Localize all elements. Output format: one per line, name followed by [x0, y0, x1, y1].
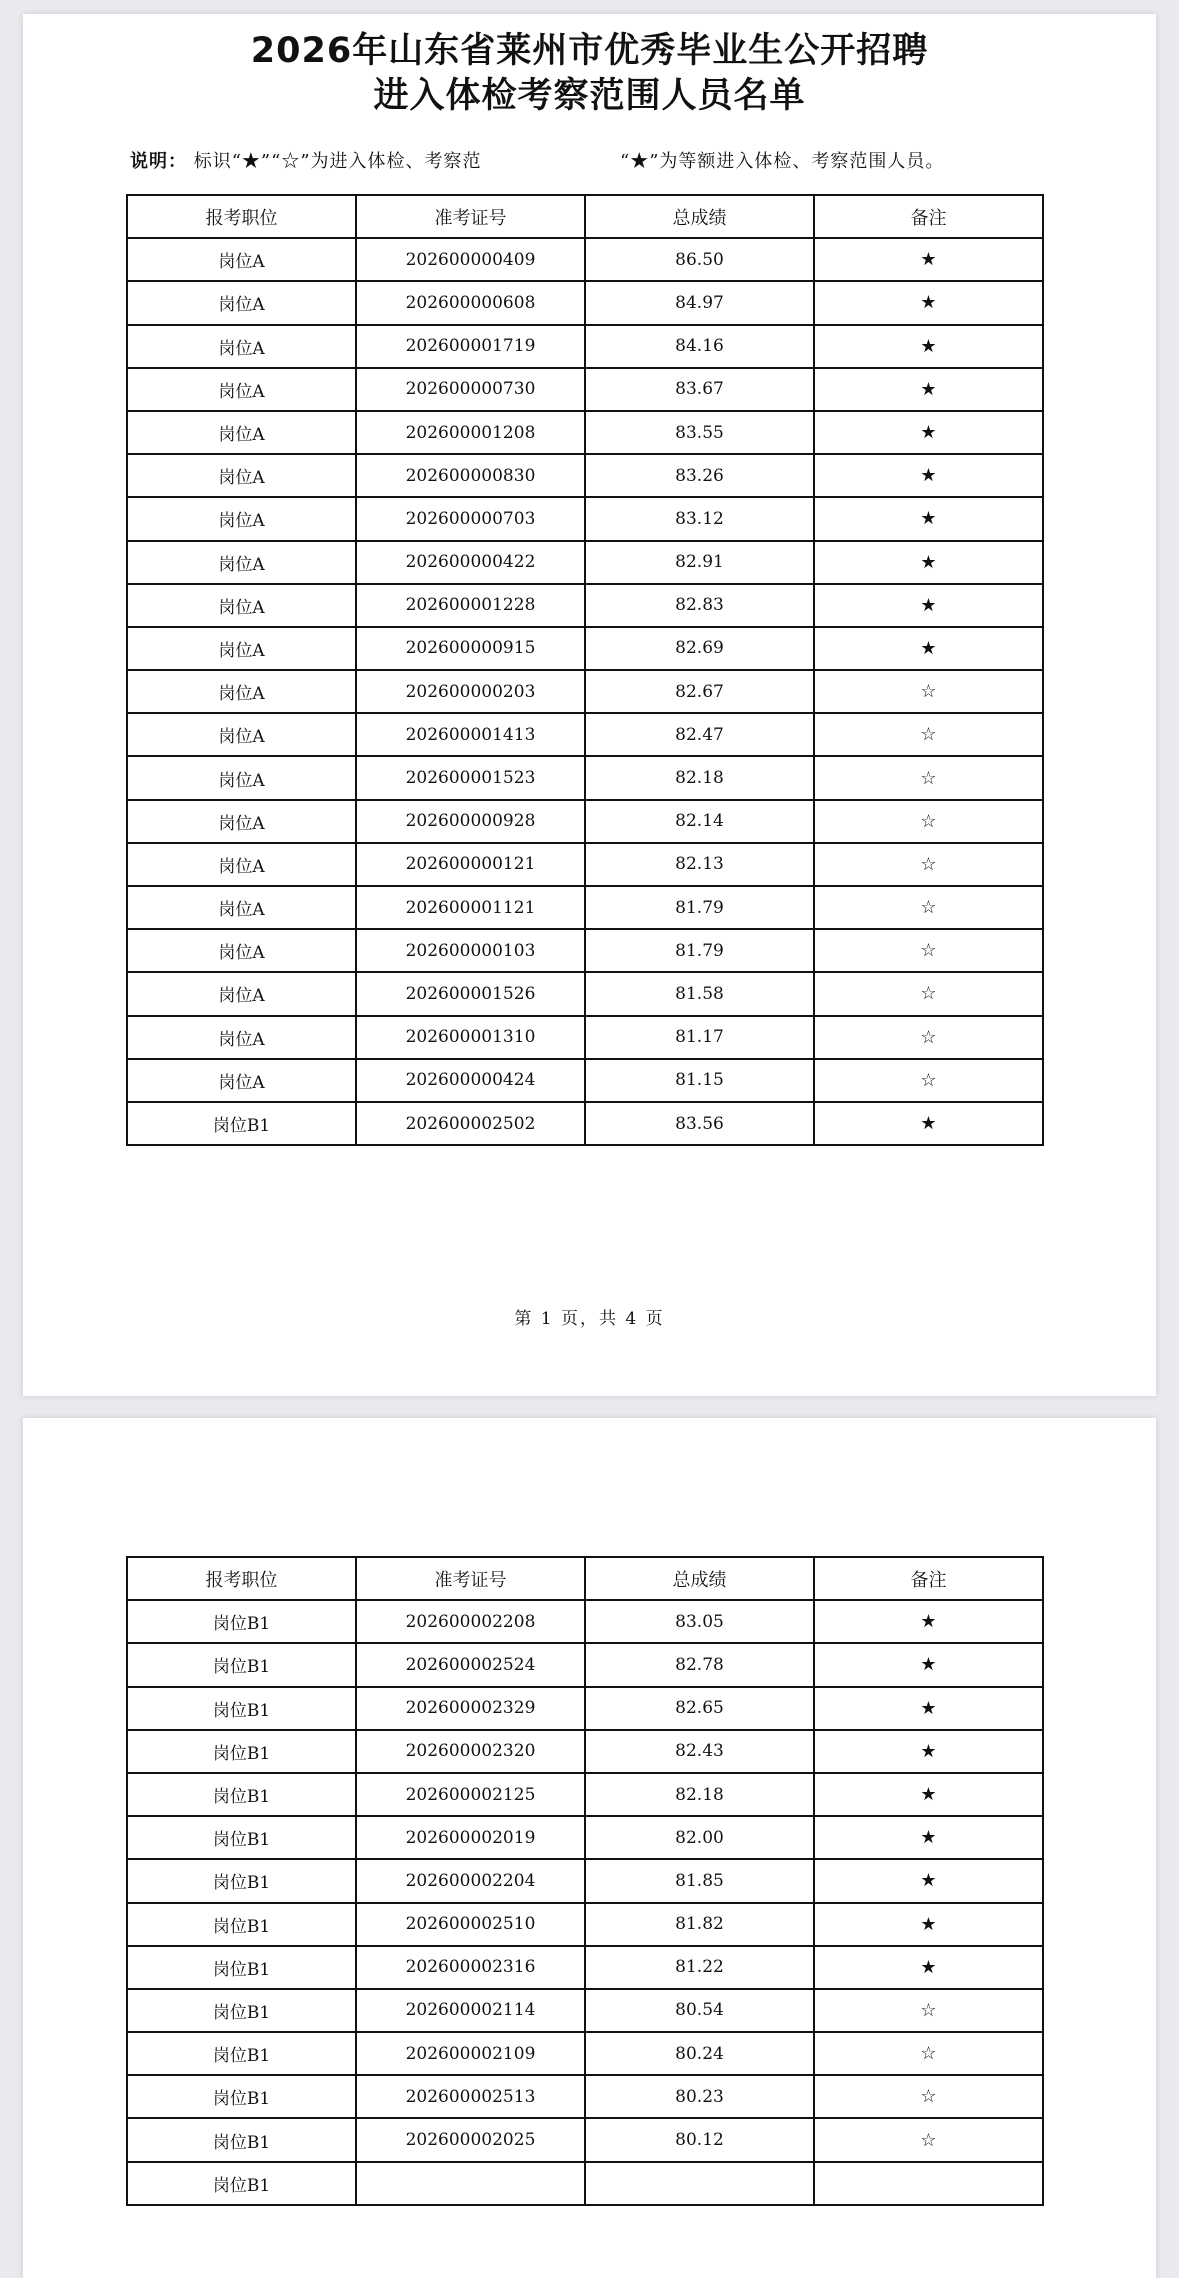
score-cell: 80.54 — [585, 1989, 814, 2032]
remark-cell: ☆ — [814, 1059, 1043, 1102]
document-title-line-1: 2026年山东省莱州市优秀毕业生公开招聘 — [250, 31, 929, 71]
remark-cell: ★ — [814, 1816, 1043, 1859]
exam-number-cell: 202600001413 — [356, 713, 585, 756]
remark-cell: ★ — [814, 1600, 1043, 1643]
position-cell: 岗位A — [127, 325, 356, 368]
position-cell: 岗位B1 — [127, 2118, 356, 2161]
exam-number-cell: 202600000409 — [356, 238, 585, 281]
table-row — [127, 1687, 1043, 1730]
exam-number-cell: 202600000608 — [356, 281, 585, 324]
exam-number-cell: 202600002320 — [356, 1730, 585, 1773]
remark-cell: ☆ — [814, 2118, 1043, 2161]
note-text-b: “★”为等额进入体检、考察范围人员。 — [620, 151, 945, 172]
table-row — [127, 497, 1043, 540]
position-cell: 岗位B1 — [127, 2032, 356, 2075]
document-title-line-2: 进入体检考察范围人员名单 — [373, 76, 806, 116]
score-cell — [585, 2162, 814, 2205]
note-label: 说明： — [130, 151, 187, 172]
remark-cell: ★ — [814, 1859, 1043, 1902]
score-cell: 83.26 — [585, 454, 814, 497]
score-cell: 82.78 — [585, 1643, 814, 1686]
score-cell: 81.79 — [585, 929, 814, 972]
position-cell: 岗位B1 — [127, 1102, 356, 1145]
table-row — [127, 1859, 1043, 1902]
results-table-page-1 — [126, 194, 1044, 1146]
remark-cell: ★ — [814, 454, 1043, 497]
table-row — [127, 972, 1043, 1015]
header-remark: 备注 — [814, 195, 1043, 238]
remark-cell: ★ — [814, 1773, 1043, 1816]
exam-number-cell: 202600000424 — [356, 1059, 585, 1102]
remark-cell: ★ — [814, 1903, 1043, 1946]
score-cell: 82.91 — [585, 541, 814, 584]
exam-number-cell: 202600002125 — [356, 1773, 585, 1816]
page-footer: 第 1 页，共 4 页 — [514, 1309, 665, 1329]
header-remark: 备注 — [814, 1557, 1043, 1600]
score-cell: 83.67 — [585, 368, 814, 411]
table-row — [127, 670, 1043, 713]
position-cell: 岗位A — [127, 368, 356, 411]
score-cell: 82.47 — [585, 713, 814, 756]
note-text-a: 标识“★”“☆”为进入体检、考察范 — [193, 151, 482, 172]
position-cell: 岗位A — [127, 584, 356, 627]
position-cell: 岗位B1 — [127, 1643, 356, 1686]
score-cell: 81.17 — [585, 1016, 814, 1059]
exam-number-cell: 202600000915 — [356, 627, 585, 670]
remark-cell: ★ — [814, 325, 1043, 368]
position-cell: 岗位A — [127, 670, 356, 713]
score-cell: 82.14 — [585, 800, 814, 843]
document-page-2 — [23, 1418, 1156, 2278]
table-row — [127, 800, 1043, 843]
remark-cell: ★ — [814, 281, 1043, 324]
exam-number-cell: 202600002204 — [356, 1859, 585, 1902]
position-cell: 岗位A — [127, 886, 356, 929]
table-row — [127, 886, 1043, 929]
remark-cell: ★ — [814, 1102, 1043, 1145]
table-header-row — [127, 195, 1043, 238]
remark-cell: ☆ — [814, 2075, 1043, 2118]
score-cell: 82.65 — [585, 1687, 814, 1730]
score-cell: 82.83 — [585, 584, 814, 627]
position-cell: 岗位A — [127, 756, 356, 799]
table-row — [127, 238, 1043, 281]
score-cell: 81.15 — [585, 1059, 814, 1102]
exam-number-cell: 202600002524 — [356, 1643, 585, 1686]
score-cell: 84.97 — [585, 281, 814, 324]
score-cell: 82.00 — [585, 1816, 814, 1859]
table-row — [127, 1989, 1043, 2032]
exam-number-cell: 202600002502 — [356, 1102, 585, 1145]
exam-number-cell: 202600001121 — [356, 886, 585, 929]
score-cell: 82.69 — [585, 627, 814, 670]
table-row — [127, 541, 1043, 584]
table-row — [127, 756, 1043, 799]
position-cell: 岗位B1 — [127, 2162, 356, 2205]
exam-number-cell: 202600000103 — [356, 929, 585, 972]
remark-cell: ☆ — [814, 1016, 1043, 1059]
remark-cell: ★ — [814, 584, 1043, 627]
position-cell: 岗位B1 — [127, 1600, 356, 1643]
remark-cell: ☆ — [814, 2032, 1043, 2075]
position-cell: 岗位A — [127, 929, 356, 972]
remark-cell: ★ — [814, 1687, 1043, 1730]
score-cell: 82.18 — [585, 756, 814, 799]
exam-number-cell: 202600000730 — [356, 368, 585, 411]
exam-number-cell: 202600002329 — [356, 1687, 585, 1730]
remark-cell: ☆ — [814, 843, 1043, 886]
score-cell: 86.50 — [585, 238, 814, 281]
table-row — [127, 713, 1043, 756]
remark-cell: ☆ — [814, 800, 1043, 843]
score-cell: 83.56 — [585, 1102, 814, 1145]
score-cell: 80.12 — [585, 2118, 814, 2161]
exam-number-cell: 202600000703 — [356, 497, 585, 540]
table-row — [127, 1016, 1043, 1059]
position-cell: 岗位A — [127, 497, 356, 540]
table-row — [127, 1816, 1043, 1859]
remark-cell: ★ — [814, 368, 1043, 411]
position-cell: 岗位A — [127, 541, 356, 584]
position-cell: 岗位B1 — [127, 1687, 356, 1730]
results-table-page-2 — [126, 1556, 1044, 2206]
table-row — [127, 2032, 1043, 2075]
header-total-score: 总成绩 — [585, 195, 814, 238]
score-cell: 81.22 — [585, 1946, 814, 1989]
table-header-row — [127, 1557, 1043, 1600]
exam-number-cell: 202600000928 — [356, 800, 585, 843]
position-cell: 岗位A — [127, 1016, 356, 1059]
table-row — [127, 454, 1043, 497]
exam-number-cell: 202600001228 — [356, 584, 585, 627]
table-row — [127, 2075, 1043, 2118]
table-row — [127, 1643, 1043, 1686]
position-cell: 岗位A — [127, 238, 356, 281]
table-row — [127, 1600, 1043, 1643]
score-cell: 81.79 — [585, 886, 814, 929]
exam-number-cell: 202600002208 — [356, 1600, 585, 1643]
remark-cell: ☆ — [814, 886, 1043, 929]
score-cell: 82.13 — [585, 843, 814, 886]
table-row — [127, 2118, 1043, 2161]
position-cell: 岗位A — [127, 281, 356, 324]
table-row — [127, 2162, 1043, 2205]
score-cell: 82.67 — [585, 670, 814, 713]
exam-number-cell: 202600001526 — [356, 972, 585, 1015]
header-total-score: 总成绩 — [585, 1557, 814, 1600]
remark-cell: ★ — [814, 1643, 1043, 1686]
position-cell: 岗位A — [127, 1059, 356, 1102]
remark-cell: ☆ — [814, 1989, 1043, 2032]
remark-cell: ★ — [814, 238, 1043, 281]
score-cell: 83.05 — [585, 1600, 814, 1643]
score-cell: 83.12 — [585, 497, 814, 540]
table-row — [127, 1102, 1043, 1145]
table-row — [127, 411, 1043, 454]
exam-number-cell: 202600000121 — [356, 843, 585, 886]
table-row — [127, 1059, 1043, 1102]
document-page-1 — [23, 14, 1156, 1396]
remark-cell: ★ — [814, 1730, 1043, 1773]
exam-number-cell: 202600001208 — [356, 411, 585, 454]
header-position: 报考职位 — [127, 195, 356, 238]
exam-number-cell: 202600001719 — [356, 325, 585, 368]
header-exam-number: 准考证号 — [356, 1557, 585, 1600]
position-cell: 岗位B1 — [127, 1816, 356, 1859]
note-paragraph — [130, 150, 1030, 174]
position-cell: 岗位B1 — [127, 1730, 356, 1773]
position-cell: 岗位B1 — [127, 1903, 356, 1946]
table-row — [127, 1946, 1043, 1989]
score-cell: 81.82 — [585, 1903, 814, 1946]
remark-cell: ☆ — [814, 756, 1043, 799]
exam-number-cell: 202600002510 — [356, 1903, 585, 1946]
remark-cell: ★ — [814, 497, 1043, 540]
score-cell: 82.18 — [585, 1773, 814, 1816]
exam-number-cell: 202600000203 — [356, 670, 585, 713]
position-cell: 岗位A — [127, 800, 356, 843]
exam-number-cell — [356, 2162, 585, 2205]
position-cell: 岗位B1 — [127, 1773, 356, 1816]
position-cell: 岗位A — [127, 713, 356, 756]
table-row — [127, 843, 1043, 886]
table-row — [127, 627, 1043, 670]
table-row — [127, 281, 1043, 324]
exam-number-cell: 202600002114 — [356, 1989, 585, 2032]
score-cell: 83.55 — [585, 411, 814, 454]
exam-number-cell: 202600002019 — [356, 1816, 585, 1859]
position-cell: 岗位A — [127, 972, 356, 1015]
remark-cell: ☆ — [814, 929, 1043, 972]
header-exam-number: 准考证号 — [356, 195, 585, 238]
table-row — [127, 368, 1043, 411]
remark-cell: ★ — [814, 1946, 1043, 1989]
header-position: 报考职位 — [127, 1557, 356, 1600]
exam-number-cell: 202600002109 — [356, 2032, 585, 2075]
score-cell: 82.43 — [585, 1730, 814, 1773]
score-cell: 80.24 — [585, 2032, 814, 2075]
remark-cell: ★ — [814, 627, 1043, 670]
exam-number-cell: 202600001523 — [356, 756, 585, 799]
remark-cell: ★ — [814, 541, 1043, 584]
table-row — [127, 1903, 1043, 1946]
table-row — [127, 929, 1043, 972]
score-cell: 84.16 — [585, 325, 814, 368]
score-cell: 81.85 — [585, 1859, 814, 1902]
position-cell: 岗位A — [127, 843, 356, 886]
remark-cell: ★ — [814, 411, 1043, 454]
score-cell: 80.23 — [585, 2075, 814, 2118]
remark-cell: ☆ — [814, 713, 1043, 756]
exam-number-cell: 202600002025 — [356, 2118, 585, 2161]
table-row — [127, 1730, 1043, 1773]
exam-number-cell: 202600002513 — [356, 2075, 585, 2118]
score-cell: 81.58 — [585, 972, 814, 1015]
remark-cell: ☆ — [814, 670, 1043, 713]
table-row — [127, 584, 1043, 627]
exam-number-cell: 202600000422 — [356, 541, 585, 584]
position-cell: 岗位B1 — [127, 1859, 356, 1902]
position-cell: 岗位B1 — [127, 2075, 356, 2118]
table-row — [127, 1773, 1043, 1816]
exam-number-cell: 202600000830 — [356, 454, 585, 497]
position-cell: 岗位A — [127, 454, 356, 497]
table-row — [127, 325, 1043, 368]
exam-number-cell: 202600001310 — [356, 1016, 585, 1059]
remark-cell — [814, 2162, 1043, 2205]
position-cell: 岗位A — [127, 627, 356, 670]
position-cell: 岗位B1 — [127, 1946, 356, 1989]
position-cell: 岗位A — [127, 411, 356, 454]
remark-cell: ☆ — [814, 972, 1043, 1015]
position-cell: 岗位B1 — [127, 1989, 356, 2032]
exam-number-cell: 202600002316 — [356, 1946, 585, 1989]
